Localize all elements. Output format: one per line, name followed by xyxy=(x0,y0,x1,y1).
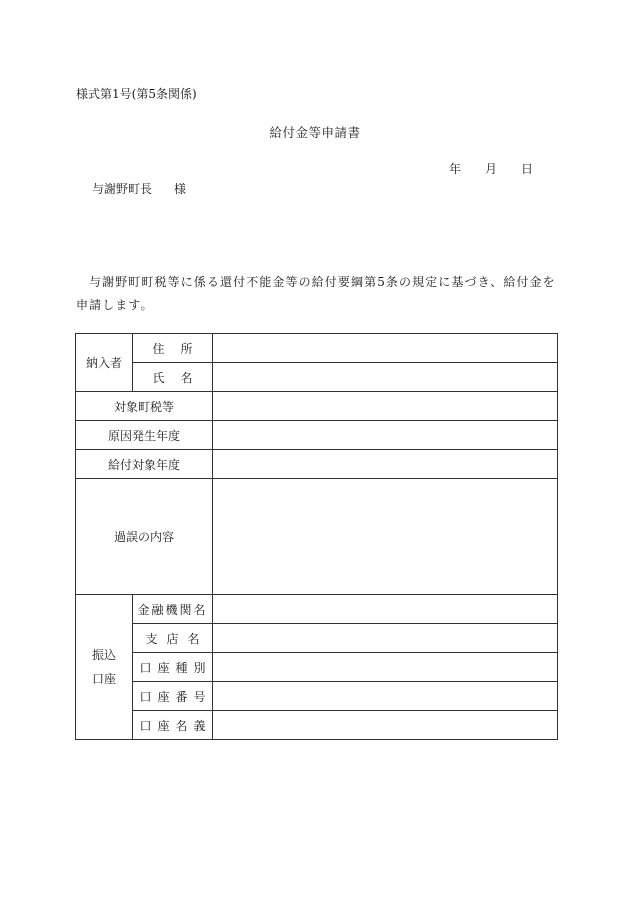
document-title: 給付金等申請書 xyxy=(269,125,361,140)
table-row xyxy=(76,450,558,479)
month-label: 月 xyxy=(485,162,498,176)
day-label: 日 xyxy=(521,162,534,176)
error-details-field[interactable] xyxy=(213,479,558,595)
account-number-label: 口座番号 xyxy=(133,682,213,711)
account-type-label: 口座種別 xyxy=(133,653,213,682)
table-row xyxy=(76,363,558,392)
benefit-year-field[interactable] xyxy=(213,450,558,479)
form-number: 様式第1号(第5条関係) xyxy=(76,87,197,101)
addressee-name: 与謝野町長 xyxy=(92,182,153,196)
payer-group-label: 納入者 xyxy=(76,334,133,392)
error-details-label: 過誤の内容 xyxy=(76,479,213,595)
table-row xyxy=(76,653,558,682)
transfer-account-label xyxy=(76,595,133,740)
branch-field[interactable] xyxy=(213,624,558,653)
bank-name-field[interactable] xyxy=(213,595,558,624)
cause-year-label: 原因発生年度 xyxy=(76,421,213,450)
year-label: 年 xyxy=(449,162,462,176)
name-field[interactable] xyxy=(213,363,558,392)
table-row xyxy=(76,334,558,363)
transfer-label-line2: 口座 xyxy=(91,672,116,686)
address-field[interactable] xyxy=(213,334,558,363)
table-row xyxy=(76,421,558,450)
date-line xyxy=(449,160,533,177)
target-tax-field[interactable] xyxy=(213,392,558,421)
account-number-field[interactable] xyxy=(213,682,558,711)
addressee xyxy=(92,180,186,197)
account-holder-field[interactable] xyxy=(213,711,558,740)
bank-name-label: 金融機関名 xyxy=(133,595,213,624)
account-holder-label: 口座名義 xyxy=(133,711,213,740)
application-table xyxy=(75,333,558,740)
account-type-field[interactable] xyxy=(213,653,558,682)
table-row xyxy=(76,711,558,740)
table-row xyxy=(76,595,558,624)
branch-label: 支店名 xyxy=(133,624,213,653)
table-row xyxy=(76,392,558,421)
table-row xyxy=(76,479,558,595)
name-label: 氏名 xyxy=(133,363,213,392)
cause-year-field[interactable] xyxy=(213,421,558,450)
table-row xyxy=(76,682,558,711)
addressee-honorific: 様 xyxy=(174,182,187,196)
target-tax-label: 対象町税等 xyxy=(76,392,213,421)
table-row xyxy=(76,624,558,653)
transfer-label-line1: 振込 xyxy=(91,648,116,662)
benefit-year-label: 給付対象年度 xyxy=(76,450,213,479)
address-label: 住所 xyxy=(133,334,213,363)
application-statement: 与謝野町町税等に係る還付不能金等の給付要綱第5条の規定に基づき、給付金を申請します。 xyxy=(76,275,556,312)
